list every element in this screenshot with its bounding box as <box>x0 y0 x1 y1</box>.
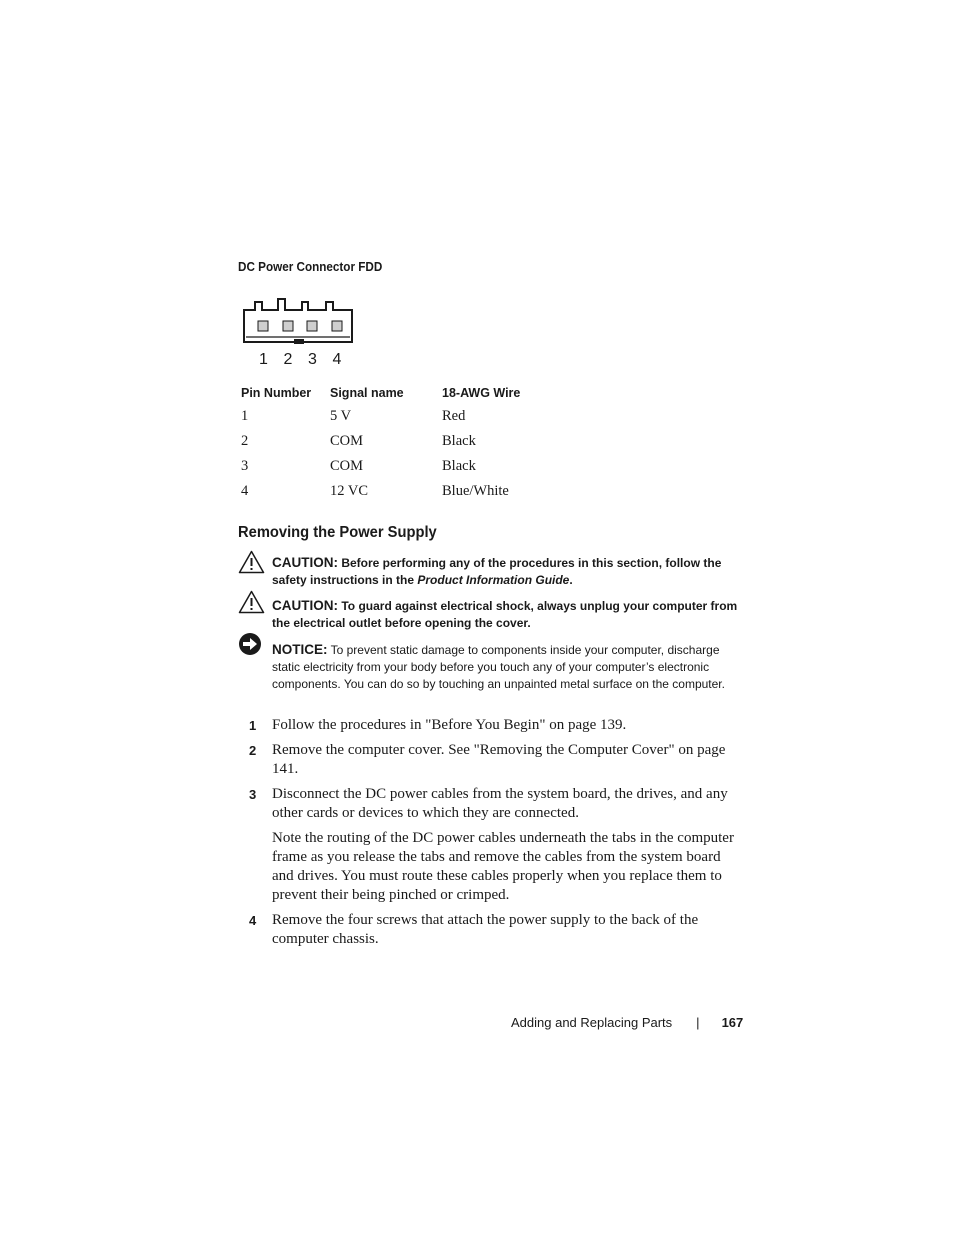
step-text: Remove the computer cover. See "Removing the Computer Cover" on page 141. <box>272 742 726 777</box>
page-number: 167 <box>721 1015 744 1030</box>
table-cell: 1 <box>241 408 249 424</box>
pin-label-4: 4 <box>332 351 342 368</box>
step-extra-text: Note the routing of the DC power cables underneath the tabs in the computer frame as you release the tabs and remove the cables from the system board and drives. You must route these cables properly when you replace them to prevent their being pinched or crimped. <box>272 830 734 903</box>
table-row <box>238 483 572 508</box>
pin-2 <box>283 321 293 331</box>
caution-text: To guard against electrical shock, always unplug your computer from the electrical outlet before opening the cover. <box>272 599 738 630</box>
notice-note <box>272 641 742 693</box>
pin-label-1: 1 <box>259 351 268 368</box>
table-cell: 2 <box>241 433 249 449</box>
pin-4 <box>332 321 342 331</box>
fdd-connector-diagram <box>242 296 358 348</box>
procedure-steps <box>249 716 737 955</box>
caution-guide-title: Product Information Guide <box>417 573 570 587</box>
page-footer <box>511 1015 743 1030</box>
caution-label: CAUTION: <box>272 598 338 613</box>
notice-arrow-icon <box>238 632 262 656</box>
table-cell: Black <box>442 433 476 449</box>
step-number: 2 <box>249 743 257 758</box>
table-cell: Red <box>442 408 466 424</box>
step-number: 4 <box>249 913 257 928</box>
table-cell: 4 <box>241 483 249 499</box>
table-cell: 5 V <box>330 408 352 424</box>
pin-label-3: 3 <box>308 351 317 368</box>
section-heading: Removing the Power Supply <box>238 524 437 541</box>
pin-label-2: 2 <box>283 351 293 368</box>
footer-section-title: Adding and Replacing Parts <box>511 1015 673 1030</box>
header-signal-name: Signal name <box>330 386 404 400</box>
table-cell: Blue/White <box>442 483 509 499</box>
caution-text-end: . <box>569 573 573 587</box>
header-wire: 18-AWG Wire <box>442 386 521 400</box>
pin-1 <box>258 321 268 331</box>
figure-title: DC Power Connector FDD <box>238 259 383 274</box>
step-text: Disconnect the DC power cables from the system board, the drives, and any other cards or devices to which they are connected. <box>272 786 728 821</box>
footer-separator: | <box>696 1015 700 1030</box>
step-item <box>249 785 737 905</box>
notice-label: NOTICE: <box>272 642 328 657</box>
step-number: 3 <box>249 787 257 802</box>
table-cell: 3 <box>241 458 249 474</box>
caution-triangle-icon <box>238 550 265 574</box>
caution-label: CAUTION: <box>272 555 338 570</box>
table-row <box>238 458 572 483</box>
table-row <box>238 433 572 458</box>
table-header-row <box>238 386 572 408</box>
step-text: Follow the procedures in "Before You Begin" on page 139. <box>272 717 627 733</box>
step-item <box>249 716 737 735</box>
table-cell: Black <box>442 458 476 474</box>
caution-note-1 <box>272 554 742 589</box>
step-item <box>249 741 737 779</box>
table-cell: COM <box>330 433 364 449</box>
step-item <box>249 911 737 949</box>
pinout-table <box>238 386 572 508</box>
connector-pins <box>258 321 342 331</box>
caution-text: Before performing any of the procedures in this section, follow the safety instructions in the <box>272 556 722 587</box>
pin-3 <box>307 321 317 331</box>
notice-text: To prevent static damage to components inside your computer, discharge static electricity from your body before you touch any of your computer’s electronic components. You can do so by touching an unpainted metal surface on the computer. <box>272 643 725 691</box>
table-row <box>238 408 572 433</box>
header-pin-number: Pin Number <box>241 386 312 400</box>
table-cell: COM <box>330 458 364 474</box>
caution-triangle-icon <box>238 590 265 614</box>
step-number: 1 <box>249 718 257 733</box>
step-text: Remove the four screws that attach the power supply to the back of the computer chassis. <box>272 912 699 947</box>
pin-numbers <box>259 351 357 369</box>
table-cell: 12 VC <box>330 483 369 499</box>
caution-note-2 <box>272 597 742 632</box>
